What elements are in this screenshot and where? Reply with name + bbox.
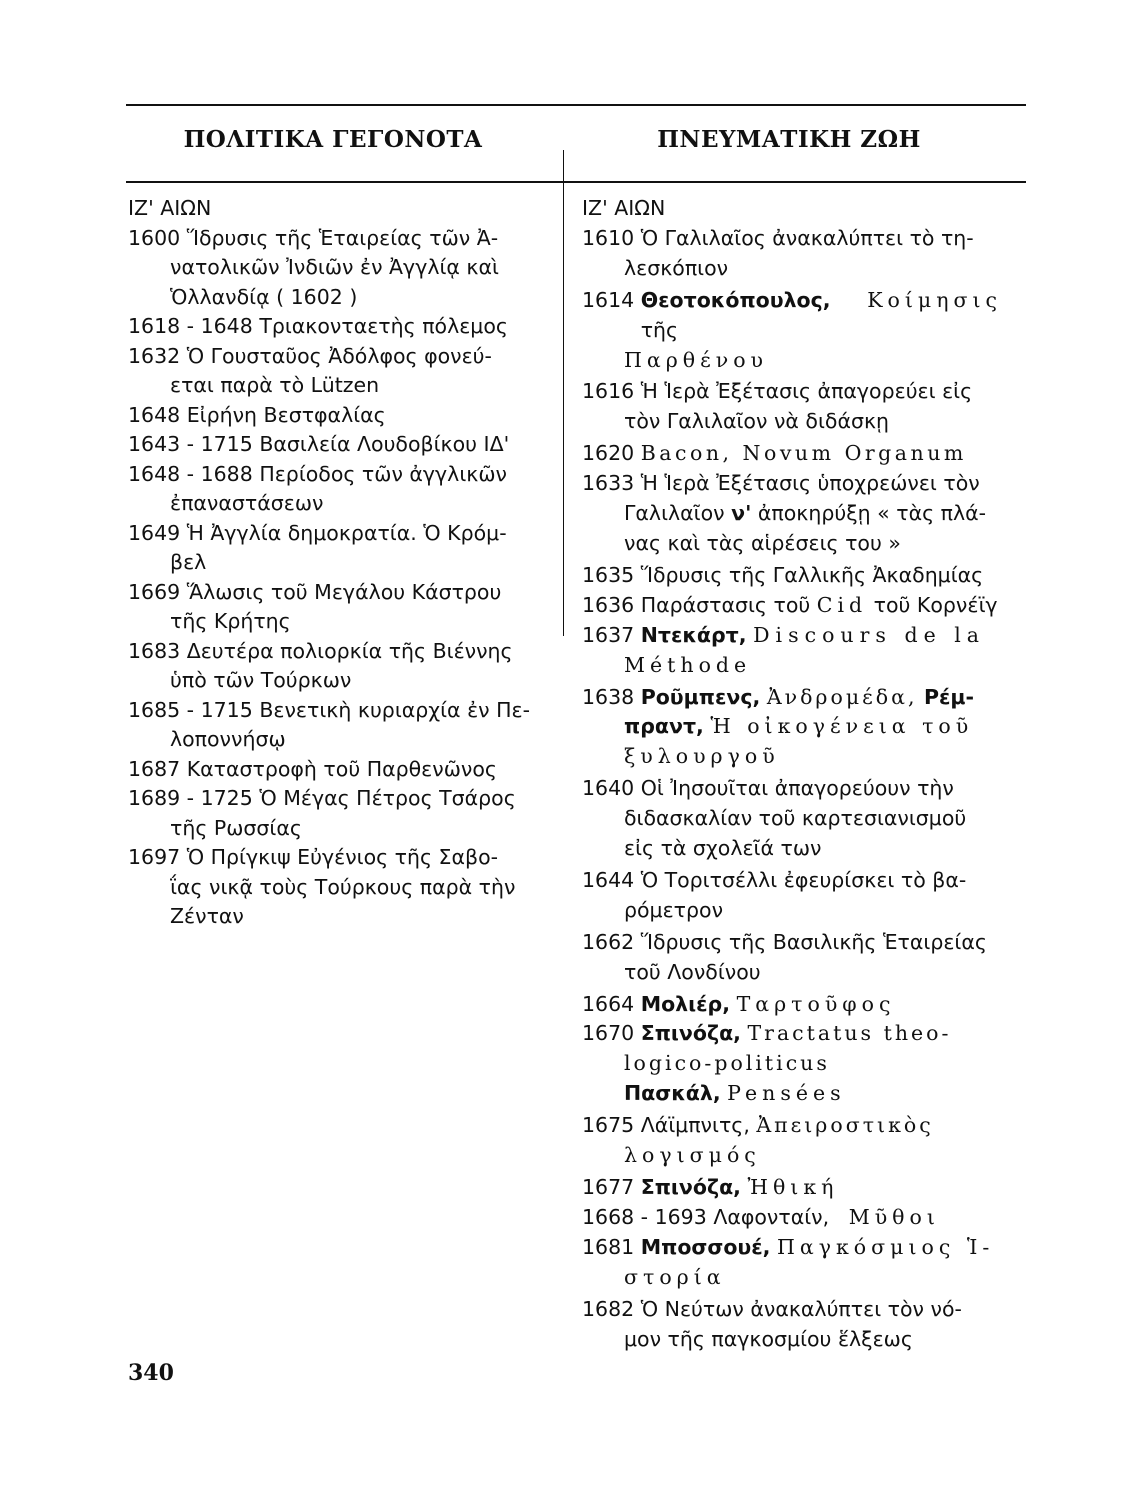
work-title: Ἀνδρομέδα, bbox=[766, 684, 918, 709]
artist-name: πραντ, bbox=[624, 714, 704, 739]
work-title: ξυλουργοῦ bbox=[624, 744, 780, 769]
work-title: στορία bbox=[624, 1264, 726, 1289]
list-item bbox=[128, 755, 548, 785]
list-item bbox=[582, 1019, 1002, 1049]
list-item bbox=[582, 224, 1002, 254]
list-item bbox=[582, 377, 1002, 407]
list-item bbox=[128, 430, 548, 460]
entry-text: τῆς bbox=[640, 317, 679, 342]
entry-year: 1677 bbox=[582, 1175, 635, 1199]
author-name: Ντεκάρτ, bbox=[640, 622, 747, 647]
work-title: Ἡ οἰκογένεια τοῦ bbox=[710, 714, 974, 739]
entry-year: 1600 bbox=[128, 225, 181, 250]
entry-text: νατολικῶν Ἰνδιῶν ἐν Ἀγγλίᾳ καὶ bbox=[170, 255, 499, 279]
author-name: Λαφονταίν, bbox=[713, 1204, 830, 1229]
list-item bbox=[582, 1111, 1002, 1141]
entry-text: Γαλιλαῖον bbox=[624, 501, 725, 526]
entry-year: 1689 - 1725 bbox=[128, 786, 253, 810]
artist-name: Ρέμ- bbox=[924, 684, 975, 709]
header-bottom-rule bbox=[126, 181, 1026, 183]
entry-year: 1675 bbox=[582, 1113, 635, 1138]
entry-text: ὑπὸ τῶν Τούρκων bbox=[170, 668, 352, 692]
entry-year: 1616 bbox=[582, 379, 635, 404]
entry-text: Περίοδος τῶν ἀγγλικῶν bbox=[259, 461, 507, 486]
work-title: Παγκόσμιος Ἱ- bbox=[777, 1234, 995, 1259]
entry-year: 1633 bbox=[582, 471, 635, 496]
political-events-column bbox=[128, 194, 548, 932]
list-item bbox=[582, 774, 1002, 804]
list-item bbox=[582, 439, 1002, 469]
list-item bbox=[582, 928, 1002, 958]
author-name: Μποσσουέ, bbox=[640, 1234, 771, 1259]
entry-year: 1669 bbox=[128, 579, 181, 604]
left-column-title: ΠΟΛΙΤΙΚΑ ΓΕΓΟΝΟΤΑ bbox=[183, 126, 483, 153]
entry-text: εται παρὰ τὸ Lützen bbox=[170, 373, 380, 397]
entry-year: 1648 - 1688 bbox=[128, 461, 253, 486]
entry-year: 1637 bbox=[582, 622, 635, 647]
entry-text: Ὁλλανδίᾳ ( 1602 ) bbox=[170, 284, 358, 309]
entry-text: τοῦ Κορνέϊγ bbox=[873, 592, 998, 617]
entry-text: νας καὶ τὰς αἱρέσεις του » bbox=[624, 530, 901, 555]
entry-text: Ὁ Τοριτσέλλι ἐφευρίσκει τὸ βα- bbox=[640, 867, 967, 892]
entry-text: Παράστασις τοῦ bbox=[640, 592, 811, 617]
list-item bbox=[582, 591, 1002, 621]
entry-text: Ὁ Γαλιλαῖος ἀνακαλύπτει τὸ τη- bbox=[640, 225, 974, 250]
list-item bbox=[128, 696, 548, 726]
entry-text: Ἵδρυσις τῆς Ἑταιρείας τῶν Ἀ- bbox=[186, 225, 499, 250]
entry-year: 1618 - 1648 bbox=[128, 314, 253, 338]
entry-year: 1662 bbox=[582, 929, 635, 954]
author-name: Πασκάλ, bbox=[624, 1081, 721, 1106]
entry-year: 1682 bbox=[582, 1296, 635, 1321]
entry-year: 1632 bbox=[128, 343, 181, 368]
list-item bbox=[582, 1233, 1002, 1263]
entry-year: 1643 - 1715 bbox=[128, 432, 253, 456]
entry-year: 1664 bbox=[582, 991, 635, 1016]
list-item bbox=[582, 990, 1002, 1020]
work-title: Pensées bbox=[727, 1081, 846, 1106]
list-item bbox=[582, 286, 1002, 346]
left-century-heading: ΙΖ' ΑΙΩΝ bbox=[128, 196, 212, 220]
page-number: 340 bbox=[128, 1360, 174, 1386]
entry-year: 1638 bbox=[582, 684, 635, 709]
list-item bbox=[128, 637, 548, 667]
entry-text: Ἵδρυσις τῆς Βασιλικῆς Ἑταιρείας bbox=[640, 929, 987, 954]
work-title: Ταρτοῦφος bbox=[736, 991, 896, 1016]
entry-text: Εἰρήνη Βεστφαλίας bbox=[186, 402, 386, 427]
right-century-heading: ΙΖ' ΑΙΩΝ bbox=[582, 196, 666, 220]
work-title: Bacon, Novum Organum bbox=[640, 441, 967, 466]
entry-text: εἰς τὰ σχολεῖά των bbox=[624, 836, 822, 861]
entry-year: 1668 - 1693 bbox=[582, 1204, 707, 1229]
entry-year: 1614 bbox=[582, 287, 635, 312]
entry-year: 1687 bbox=[128, 756, 181, 781]
work-title: Ἠθική bbox=[747, 1175, 839, 1199]
list-item bbox=[582, 469, 1002, 499]
entry-year: 1635 bbox=[582, 562, 635, 587]
column-divider bbox=[563, 150, 564, 636]
list-item bbox=[128, 342, 548, 372]
entry-year: 1644 bbox=[582, 867, 635, 892]
entry-text: ρόμετρον bbox=[624, 897, 724, 922]
list-item bbox=[582, 1173, 1002, 1203]
entry-text: Ἅλωσις τοῦ Μεγάλου Κάστρου bbox=[186, 579, 502, 604]
list-item bbox=[128, 401, 548, 431]
list-item bbox=[128, 519, 548, 549]
top-rule bbox=[126, 104, 1026, 106]
list-item bbox=[582, 683, 1002, 713]
artist-name: Ροῦμπενς, bbox=[640, 684, 761, 709]
entry-text: Καταστροφὴ τοῦ Παρθενῶνος bbox=[186, 756, 497, 781]
list-item bbox=[582, 866, 1002, 896]
entry-year: 1649 bbox=[128, 520, 181, 545]
entry-text: Δευτέρα πολιορκία τῆς Βιέννης bbox=[186, 638, 513, 663]
work-title: Παρθένου bbox=[624, 347, 769, 372]
entry-text: Βασιλεία Λουδοβίκου ΙΔ' bbox=[259, 432, 510, 456]
work-title: Κοίμησις bbox=[867, 287, 1002, 312]
entry-year: 1620 bbox=[582, 441, 635, 466]
author-name: Σπινόζα, bbox=[640, 1021, 741, 1046]
entry-text: Ὁ Μέγας Πέτρος Τσάρος bbox=[259, 786, 516, 810]
author-name: Λάϊμπνιτς, bbox=[640, 1113, 750, 1138]
list-item bbox=[582, 621, 1002, 651]
entry-year: 1681 bbox=[582, 1234, 635, 1259]
work-title: Méthode bbox=[624, 652, 752, 677]
list-item bbox=[128, 578, 548, 608]
list-item bbox=[128, 843, 548, 873]
entry-year: 1640 bbox=[582, 776, 635, 801]
entry-text: Ἡ Ἱερὰ Ἐξέτασις ἀπαγορεύει εἰς bbox=[640, 379, 973, 404]
list-item bbox=[582, 561, 1002, 591]
entry-year: 1685 - 1715 bbox=[128, 697, 253, 722]
entry-text: ΐας νικᾷ τοὺς Τούρκους παρὰ τὴν bbox=[170, 874, 516, 899]
work-title: logico-politicus bbox=[624, 1051, 830, 1076]
intellectual-life-column bbox=[582, 194, 1002, 1354]
entry-year: 1683 bbox=[128, 638, 181, 663]
entry-text: λοποννήσῳ bbox=[170, 727, 286, 751]
entry-text: μον τῆς παγκοσμίου ἕλξεως bbox=[624, 1326, 913, 1351]
entry-text: Ζένταν bbox=[170, 904, 244, 928]
entry-text: βελ bbox=[170, 550, 207, 574]
entry-text: τοῦ Λονδίνου bbox=[624, 959, 761, 984]
entry-text: Ἡ Ἱερὰ Ἐξέτασις ὑποχρεώνει τὸν bbox=[640, 471, 980, 496]
entry-text-bold: ν' bbox=[731, 501, 752, 526]
entry-year: 1636 bbox=[582, 592, 635, 617]
list-item bbox=[582, 1295, 1002, 1325]
entry-text: ἐπαναστάσεων bbox=[170, 491, 324, 515]
entry-year: 1610 bbox=[582, 225, 635, 250]
list-item bbox=[128, 312, 548, 342]
entry-text: τῆς Κρήτης bbox=[170, 609, 291, 633]
work-title: Discours de la bbox=[753, 622, 986, 647]
entry-year: 1648 bbox=[128, 402, 181, 427]
entry-text: διδασκαλίαν τοῦ καρτεσιανισμοῦ bbox=[624, 806, 967, 831]
entry-text: λεσκόπιον bbox=[624, 255, 729, 280]
entry-text: Ὁ Γουσταῦος Ἀδόλφος φονεύ- bbox=[186, 343, 492, 368]
artist-name: Θεοτοκόπουλος, bbox=[640, 287, 831, 312]
work-title: Μῦθοι bbox=[848, 1204, 940, 1229]
list-item bbox=[128, 460, 548, 490]
list-item bbox=[128, 224, 548, 254]
entry-text: Ἡ Ἀγγλία δημοκρατία. Ὁ Κρόμ- bbox=[186, 520, 507, 545]
work-title: Cid bbox=[816, 592, 868, 617]
author-name: Μολιέρ, bbox=[640, 991, 731, 1016]
entry-year: 1697 bbox=[128, 845, 181, 869]
entry-year: 1670 bbox=[582, 1021, 635, 1046]
right-column-title: ΠΝΕΥΜΑΤΙΚΗ ΖΩΗ bbox=[657, 126, 921, 153]
entry-text: Βενετικὴ κυριαρχία ἐν Πε- bbox=[259, 697, 531, 722]
list-item bbox=[128, 784, 548, 814]
entry-text: Ὁ Νεύτων ἀνακαλύπτει τὸν νό- bbox=[640, 1296, 962, 1321]
left-entries-list bbox=[128, 224, 548, 932]
list-item bbox=[582, 1203, 1002, 1233]
entry-text: Τριακονταετὴς πόλεμος bbox=[259, 314, 508, 338]
author-name: Σπινόζα, bbox=[640, 1175, 741, 1199]
entry-text: Ὁ Πρίγκιψ Εὐγένιος τῆς Σαβο- bbox=[186, 845, 499, 869]
work-title: Ἀπειροστικὸς bbox=[756, 1113, 934, 1138]
entry-text: τῆς Ρωσσίας bbox=[170, 815, 302, 840]
entry-text: Οἱ Ἰησουῖται ἀπαγορεύουν τὴν bbox=[640, 776, 954, 801]
entry-text: τὸν Γαλιλαῖον νὰ διδάσκῃ bbox=[624, 409, 890, 434]
entry-text: ἀποκηρύξῃ « τὰς πλά- bbox=[757, 501, 987, 526]
entry-text: Ἵδρυσις τῆς Γαλλικῆς Ἀκαδημίας bbox=[640, 562, 984, 587]
work-title: λογισμός bbox=[624, 1143, 761, 1168]
work-title: Tractatus theo- bbox=[747, 1021, 952, 1046]
